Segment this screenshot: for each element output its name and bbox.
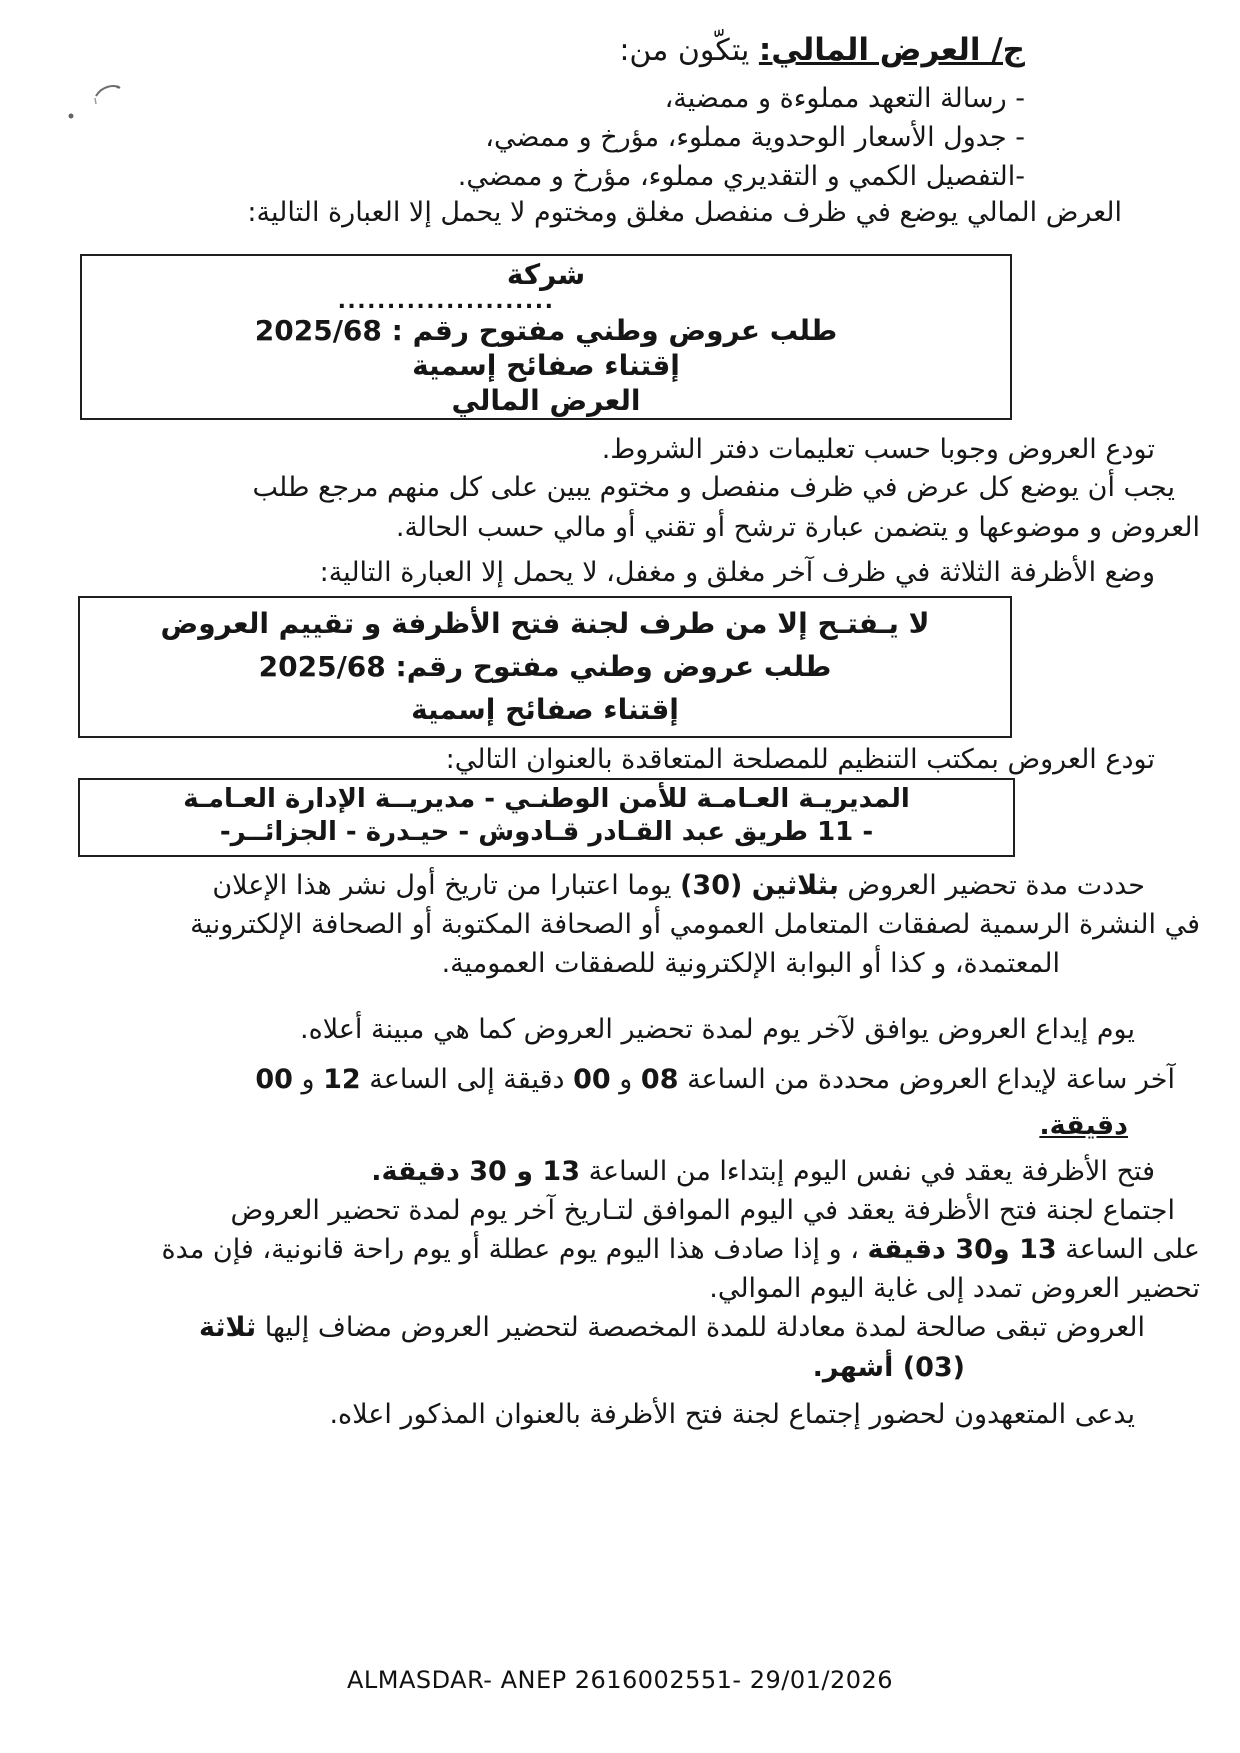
opening-committee-meeting-paragraph [40, 1191, 1200, 1308]
opening-committee-warning-line: لا يـفتـح إلا من طرف لجنة فتح الأظرفة و تقييم العروض [160, 607, 930, 640]
list-item-quantitative-estimate: -التفصيل الكمي و التقديري مملوء، مؤرخ و ممضي. [457, 161, 1025, 192]
paragraph-line: المعتمدة، و كذا أو البوابة الإلكترونية للصفقات العمومية. [441, 948, 1060, 979]
paragraph-line: دقيقة. [1039, 1110, 1128, 1141]
separate-envelope-instruction [40, 468, 1200, 548]
deposit-instruction: تودع العروض وجوبا حسب تعليمات دفتر الشروط. [601, 434, 1155, 465]
section-heading: ج/ العرض المالي: يتكّون من: [619, 32, 1025, 68]
company-line: شركة [506, 258, 586, 291]
paragraph-line: آخر ساعة لإيداع العروض محددة من الساعة 08 و 00 دقيقة إلى الساعة 12 و 00 [255, 1064, 1175, 1095]
paragraph-line: في النشرة الرسمية لصفقات المتعامل العمومي أو الصحافة المكتوبة أو الصحافة الإلكترونية [190, 909, 1200, 940]
paragraph-line: يجب أن يوضع كل عرض في ظرف منفصل و مختوم يبين على كل منهم مرجع طلب [252, 472, 1175, 503]
paragraph-line: العروض و موضوعها و يتضمن عبارة ترشح أو تقني أو مالي حسب الحالة. [395, 512, 1200, 543]
outer-envelope-label-box [78, 596, 1012, 738]
tender-object-line: إقتناء صفائح إسمية [411, 693, 679, 726]
list-item-unit-prices-table: - جدول الأسعار الوحدوية مملوء، مؤرخ و ممضي، [485, 122, 1025, 153]
paragraph-line: اجتماع لجنة فتح الأظرفة يعقد في اليوم الموافق لتـاريخ آخر يوم لمدة تحضير العروض [230, 1195, 1175, 1226]
paragraph-line: العروض تبقى صالحة لمدة معادلة للمدة المخصصة لتحضير العروض مضاف إليها ثلاثة [199, 1312, 1145, 1343]
street-address-line: - 11 طريق عبد القـادر قـادوش - حيـدرة - الجزائــر- [219, 817, 874, 847]
deposit-location-instruction: تودع العروض بمكتب التنظيم للمصلحة المتعاقدة بالعنوان التالي: [445, 744, 1155, 775]
ink-smudge-artifact [58, 78, 158, 128]
paragraph-line: تحضير العروض تمدد إلى غاية اليوم الموالي. [709, 1273, 1200, 1304]
envelope-opening-paragraph: فتح الأظرفة يعقد في نفس اليوم إبتداءا من الساعة 13 و 30 دقيقة. [371, 1156, 1155, 1187]
offer-type-line: العرض المالي [451, 384, 641, 417]
bidders-invitation-paragraph: يدعى المتعهدون لحضور إجتماع لجنة فتح الأظرفة بالعنوان المذكور اعلاه. [329, 1399, 1135, 1430]
publication-reference-footer: ALMASDAR- ANEP 2616002551- 29/01/2026 [346, 1666, 894, 1694]
outer-envelope-instruction: وضع الأظرفة الثلاثة في ظرف آخر مغلق و مغفل، لا يحمل إلا العبارة التالية: [319, 557, 1155, 588]
directorate-line: المديريـة العـامـة للأمن الوطنـي - مديريــة الإدارة العـامـة [183, 784, 910, 814]
financial-envelope-label-box [80, 254, 1012, 420]
offers-validity-paragraph [40, 1308, 1200, 1388]
tender-number-line: طلب عروض وطني مفتوح رقم : 2025/68 [254, 314, 838, 347]
tender-number-line: طلب عروض وطني مفتوح رقم: 2025/68 [258, 650, 832, 683]
paragraph-line: (03) أشهر. [812, 1352, 965, 1383]
paragraph-line: على الساعة 13 و30 دقيقة ، و إذا صادف هذا اليوم يوم عطلة أو يوم راحة قانونية، فإن مدة [161, 1234, 1200, 1265]
tender-object-line: إقتناء صفائح إسمية [412, 349, 680, 382]
financial-envelope-instruction: العرض المالي يوضع في ظرف منفصل مغلق ومختوم لا يحمل إلا العبارة التالية: [247, 197, 1122, 228]
dotted-fill-line: ...................... [337, 289, 555, 314]
list-item-commitment-letter: - رسالة التعهد مملوءة و ممضية، [664, 83, 1025, 114]
financial-offer-section [458, 28, 1025, 196]
financial-offer-components-list [458, 79, 1025, 196]
contracting-service-address-box [78, 778, 1015, 857]
deposit-day-paragraph: يوم إيداع العروض يوافق لآخر يوم لمدة تحضير العروض كما هي مبينة أعلاه. [299, 1014, 1135, 1045]
deposit-hours-paragraph [40, 1060, 1200, 1146]
paragraph-line: حددت مدة تحضير العروض بثلاثين (30) يوما اعتبارا من تاريخ أول نشر هذا الإعلان [212, 870, 1145, 901]
preparation-period-paragraph [40, 866, 1200, 983]
